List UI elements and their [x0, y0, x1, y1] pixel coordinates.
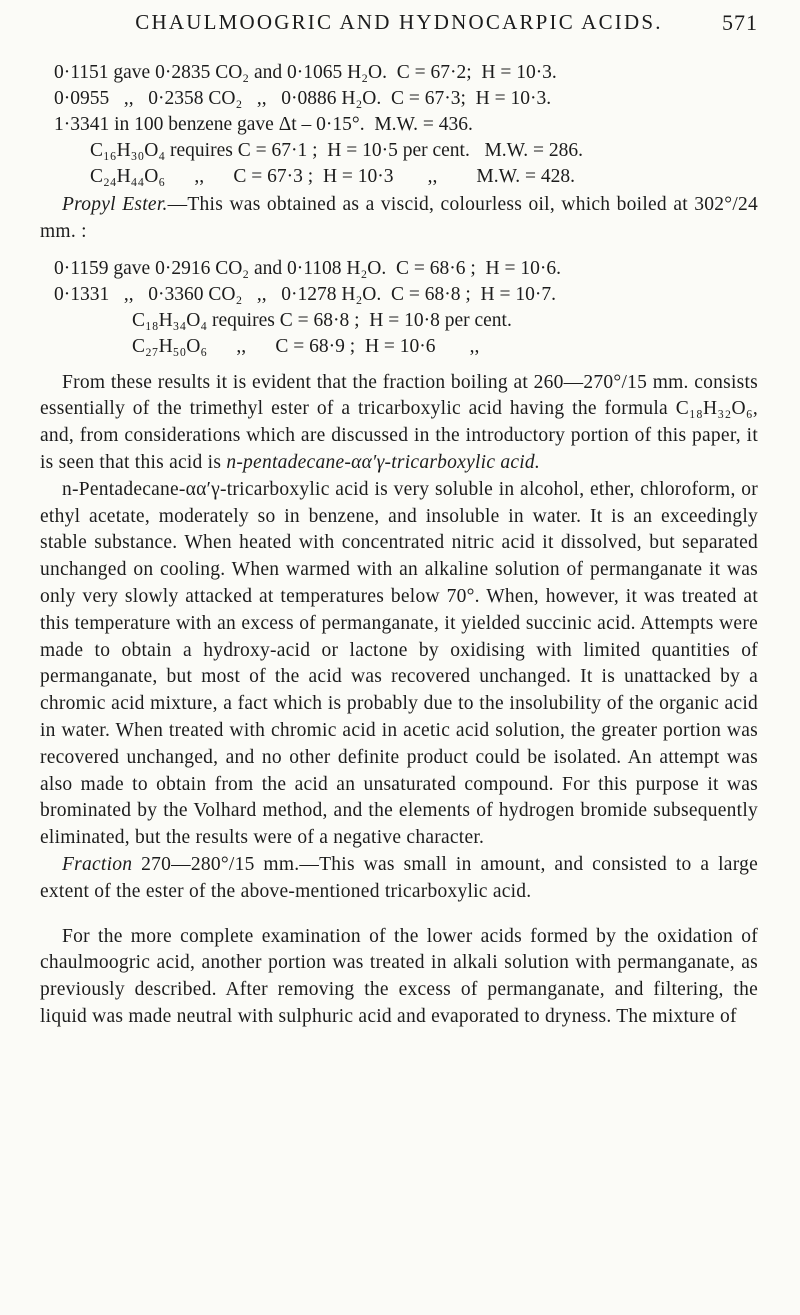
running-head: CHAULMOOGRIC AND HYDNOCARPIC ACIDS.: [135, 10, 663, 34]
page-body: [40, 60, 758, 1031]
conclusion-paragraph: [40, 370, 758, 477]
analysis-line: C₁₈H₃₄O₄ requires C = 68·8 ; H = 10·8 per cent.: [132, 309, 512, 331]
analysis-line: C₂₄H₄₄O₆ ,, C = 67·3 ; H = 10·3 ,, M.W. = 428.: [90, 166, 575, 187]
analysis-line: 0·1159 gave 0·2916 CO₂ and 0·1108 H₂O. C = 68·6 ; H = 10·6.: [54, 257, 561, 279]
page-number: 571: [722, 10, 758, 35]
analysis-line: C₂₇H₅₀O₆ ,, C = 68·9 ; H = 10·6 ,,: [132, 335, 480, 357]
properties-paragraph: n-Pentadecane-αα′γ-tricarboxylic acid is very soluble in alcohol, ether, chloroform, or ethyl acetate, moderately so in benzene, and insoluble in water. It is an exceedingly stable substance. When heated with concentrated nitric acid it dissolved, but separated unchanged on cooling. When warmed with an alkaline solution of permanganate it was only very slowly attacked at temperatures below 70°. When, however, it was treated at this temperature with an excess of permanganate, it yielded succinic acid. Attempts were made to obtain a hydroxy-acid or lactone by oxidising with limited quantities of permanganate, but most of the acid was recovered unchanged. It is unattacked by a chromic acid mixture, a fact which is probably due to the insolubility of the organic acid in water. When treated with chromic acid in acetic acid solution, the greater portion was recovered unchanged, and no other definite product could be isolated. An attempt was also made to obtain from the acid an unsaturated compound. For this purpose it was brominated by the Volhard method, and the elements of hydrogen bromide subsequently eliminated, but the results were of a negative character.: [40, 478, 758, 849]
analysis-line: C₁₆H₃₀O₄ requires C = 67·1 ; H = 10·5 per cent. M.W. = 286.: [90, 140, 584, 161]
analysis-line: 0·1151 gave 0·2835 CO₂ and 0·1065 H₂O. C = 67·2; H = 10·3.: [54, 62, 557, 83]
analysis-line: 0·0955 ,, 0·2358 CO₂ ,, 0·0886 H₂O. C = 67·3; H = 10·3.: [54, 88, 552, 109]
examination-paragraph: For the more complete examination of the lower acids formed by the oxidation of chaulmoogric acid, another portion was treated in alkali solution with permanganate, as previously described. After removing the excess of permanganate, and filtering, the liquid was made neutral with sulphuric acid and evaporated to dryness. The mixture of: [40, 925, 758, 1027]
analysis-line: 0·1331 ,, 0·3360 CO₂ ,, 0·1278 H₂O. C = 68·8 ; H = 10·7.: [54, 283, 556, 305]
propyl-ester-paragraph: [40, 192, 758, 246]
fraction-paragraph: [40, 852, 758, 906]
conclusion-text: From these results it is evident that the fraction boiling at 260—270°/15 mm. consists essentially of the trimethyl ester of a tricarboxylic acid having the formula C₁₈H₃₂O₆, and, from considerations which are discussed in the introductory portion of this paper, it is seen that this acid is: [40, 371, 758, 473]
propyl-ester-heading: Propyl Ester.: [62, 194, 168, 215]
fraction-text: 270—280°/15 mm.—This was small in amount, and consisted to a large extent of the ester of the above-mentioned tricarboxylic acid.: [40, 853, 758, 902]
acid-name: n-pentadecane-αα′γ-tricarboxylic acid.: [226, 451, 541, 473]
analysis-line: 1·3341 in 100 benzene gave Δt – 0·15°. M.W. = 436.: [54, 114, 473, 135]
page-header: [40, 10, 758, 46]
analysis-block-2: [40, 256, 758, 360]
fraction-heading: Fraction: [62, 853, 133, 875]
analysis-block-1: [40, 60, 758, 190]
propyl-ester-text: —This was obtained as a viscid, colourless oil, which boiled at 302°/24 mm. :: [40, 194, 759, 242]
